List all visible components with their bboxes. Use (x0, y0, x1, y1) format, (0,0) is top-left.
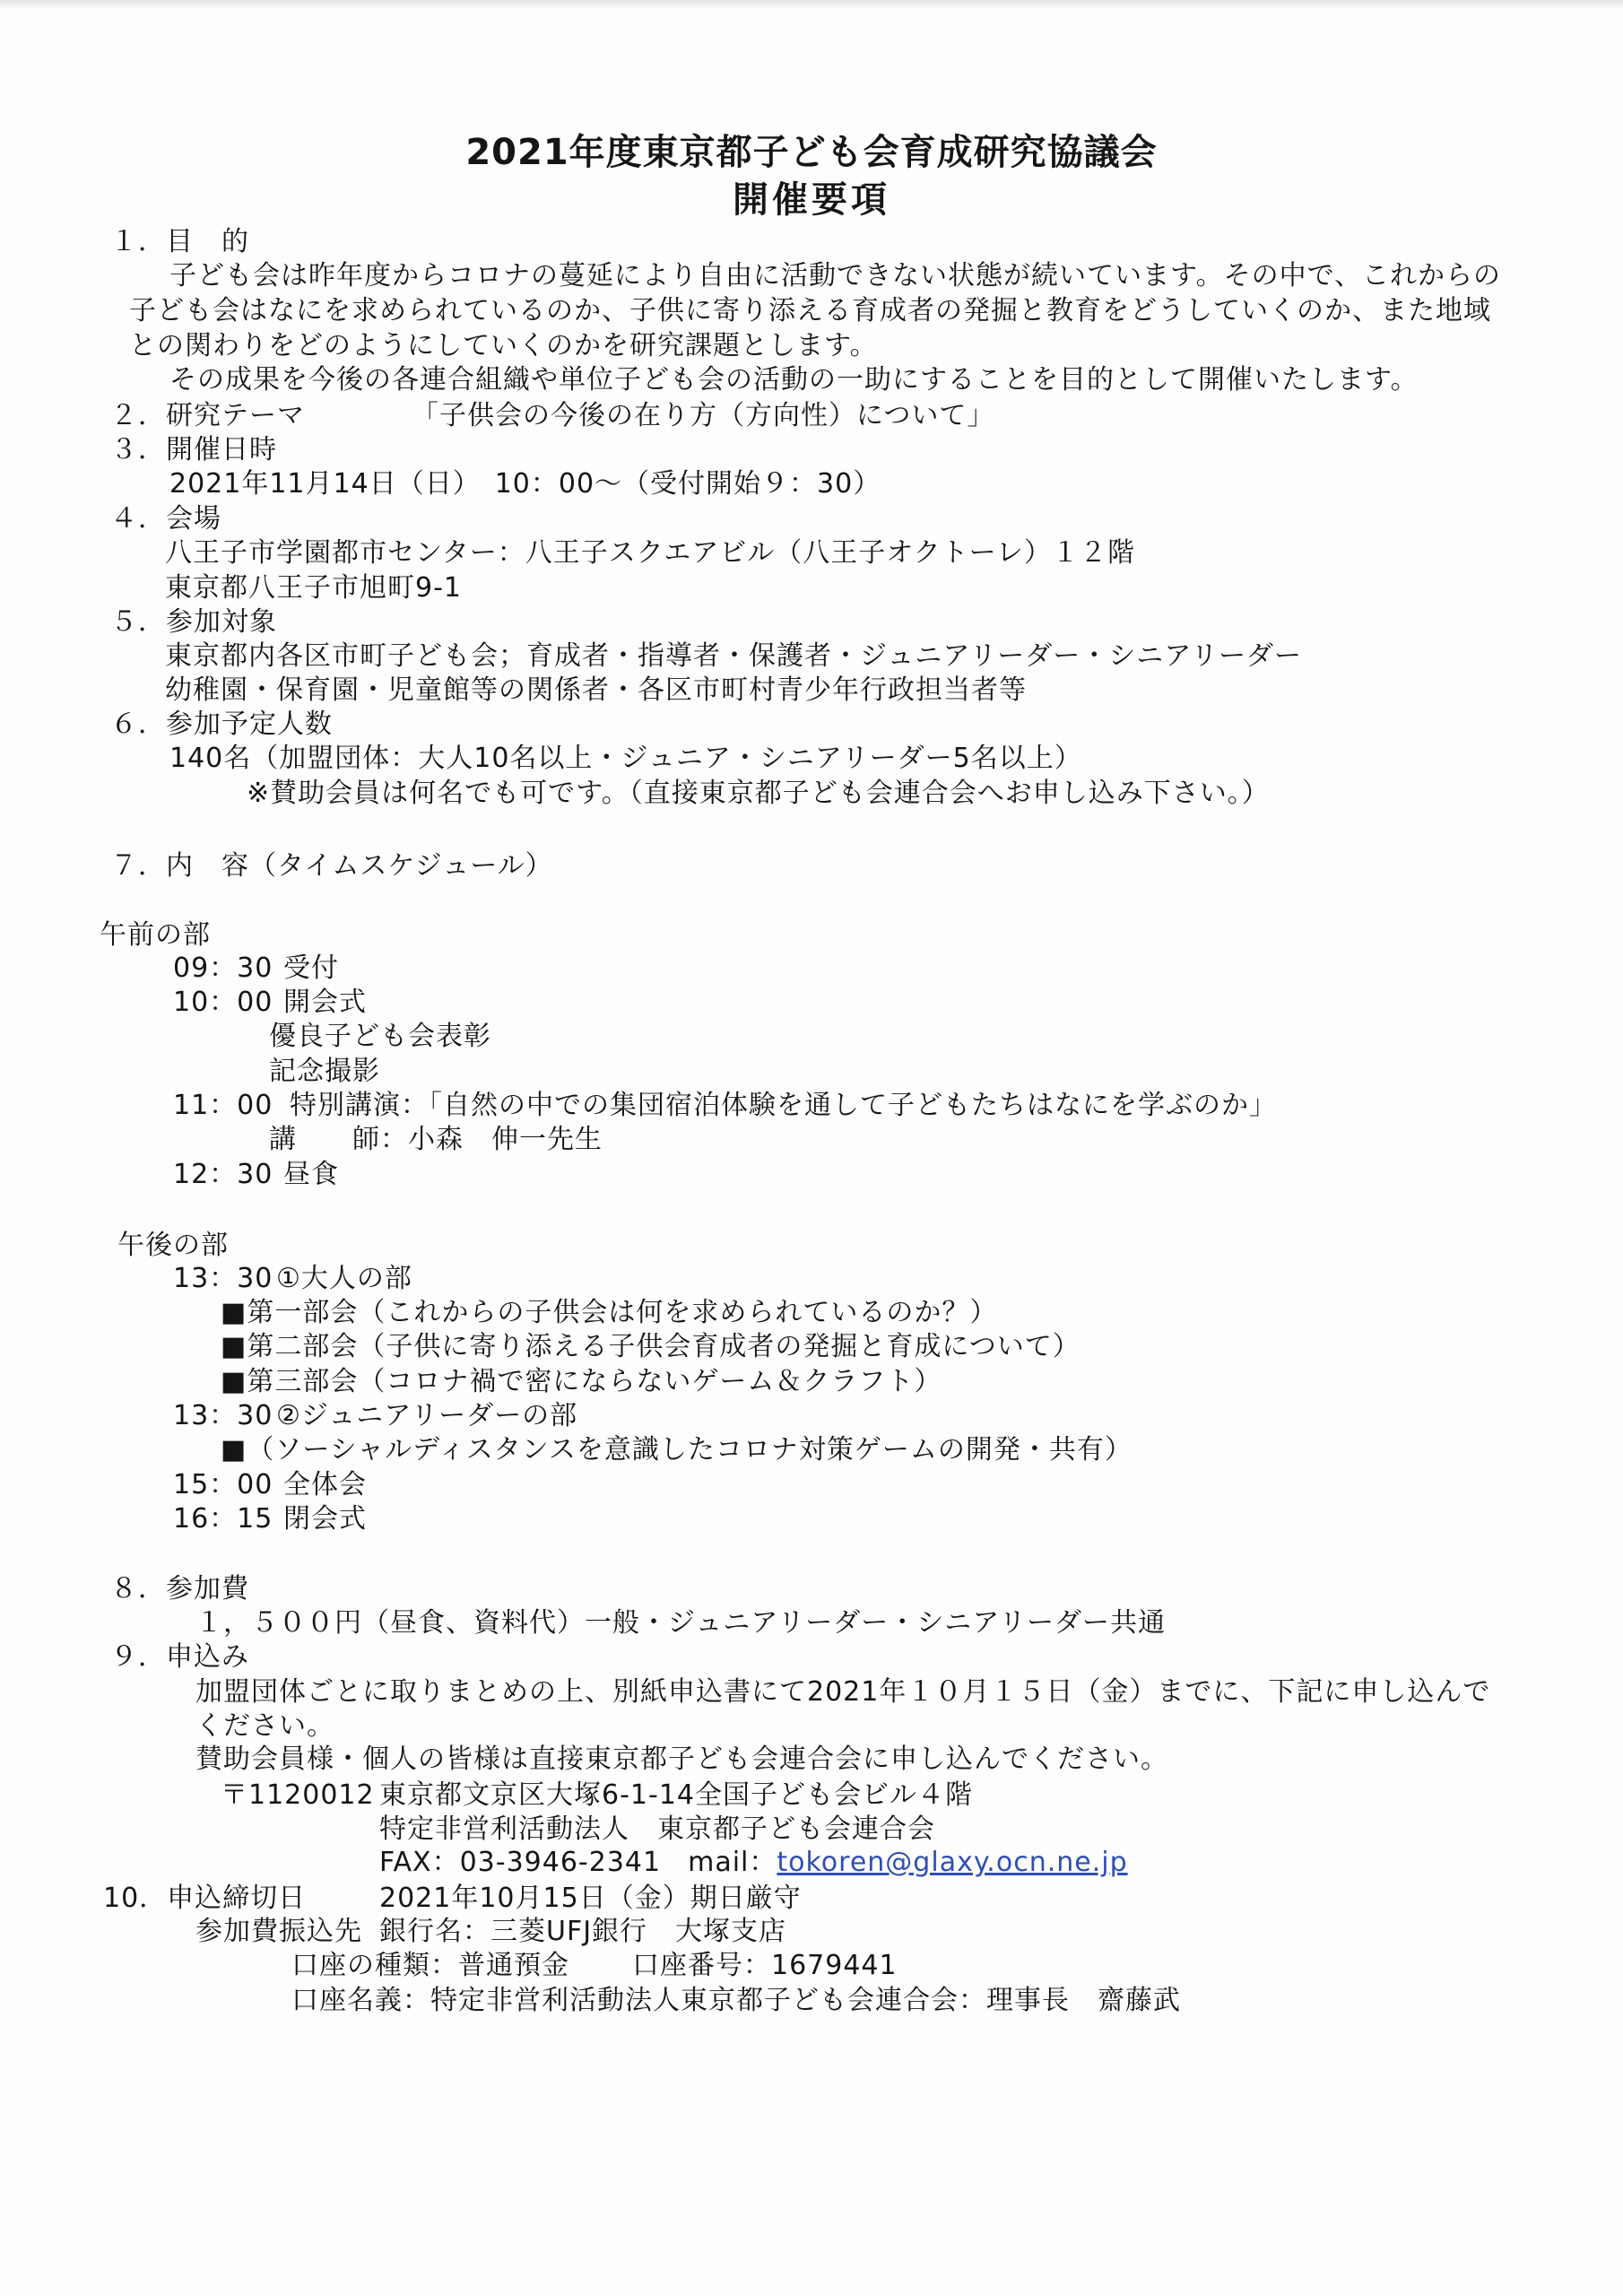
target-line-1: 東京都内各区市町子ども会；育成者・指導者・保護者・ジュニアリーダー・シニアリーダー (165, 640, 1302, 672)
application-heading: ９．申込み (110, 1641, 249, 1673)
content-heading: ７．内 容（タイムスケジュール） (110, 850, 553, 882)
afternoon-label: 午後の部 (117, 1230, 229, 1261)
target-line-2: 幼稚園・保育園・児童館等の関係者・各区市町村青少年行政担当者等 (165, 674, 1027, 706)
document-subtitle: 開催要項 (733, 179, 890, 221)
account-type: 口座の種類：普通預金 (291, 1950, 569, 1981)
attendance-count: 140名（加盟団体：大人10名以上・ジュニア・シニアリーダー5名以上） (169, 743, 1082, 774)
venue-heading: ４．会場 (110, 503, 221, 535)
address: 東京都文京区大塚6-1-14全国子ども会ビル４階 (379, 1779, 973, 1811)
purpose-line-1: 子ども会は昨年度からコロナの蔓延により自由に活動できない状態が続いています。その中で、これからの (169, 260, 1501, 291)
application-line-1: 加盟団体ごとに取りまとめの上、別紙申込書にて2021年１０月１５日（金）までに、下記に申し込んで (195, 1676, 1491, 1708)
bank-name: 銀行名：三菱UFJ銀行 大塚支店 (379, 1916, 787, 1947)
schedule-time: 12：30 (173, 1159, 273, 1190)
schedule-row (173, 1158, 1569, 1192)
schedule-time: 09：30 (173, 952, 273, 984)
session-item: ■第一部会（これからの子供会は何を求められているのか？） (221, 1297, 998, 1328)
mail-label: mail： (688, 1847, 777, 1878)
address-row (221, 1779, 1569, 1813)
schedule-text: 特別講演：「自然の中での集団宿泊体験を通して子どもたちはなにを学ぶのか」 (290, 1090, 1277, 1121)
morning-label: 午前の部 (100, 919, 211, 951)
fee-value: １，５００円（昼食、資料代）一般・ジュニアリーダー・シニアリーダー共通 (195, 1607, 1166, 1639)
schedule-sub-item: 優良子ども会表彰 (269, 1021, 491, 1052)
schedule-row (173, 1399, 1569, 1433)
fax-number: FAX：03-3946-2341 (379, 1847, 662, 1878)
purpose-line-2: 子ども会はなにを求められているのか、子供に寄り添える育成者の発掘と教育をどうしていくのか、また地域 (129, 295, 1491, 326)
schedule-time: 16：15 (173, 1503, 273, 1535)
schedule-row (173, 952, 1569, 986)
mail-link[interactable]: tokoren@glaxy.ocn.ne.jp (777, 1847, 1128, 1878)
schedule-text: 受付 (283, 952, 339, 984)
schedule-text: 昼食 (283, 1159, 339, 1190)
schedule-time: 13：30 (173, 1263, 273, 1294)
account-holder: 口座名義：特定非営利活動法人東京都子ども会連合会：理事長 齋藤武 (291, 1985, 1181, 2016)
venue-line-2: 東京都八王子市旭町9-1 (165, 572, 462, 604)
lecturer-line: 講 師：小森 伸一先生 (269, 1124, 603, 1155)
schedule-text: ②ジュニアリーダーの部 (276, 1400, 578, 1431)
theme-value: 「子供会の今後の在り方（方向性）について」 (412, 400, 995, 431)
bank-label: 参加費振込先 (195, 1916, 362, 1947)
attendance-note: ※賛助会員は何名でも可です。（直接東京都子ども会連合会へお申し込み下さい。） (247, 778, 1270, 809)
deadline-heading: 10．申込締切日 (103, 1883, 307, 1914)
deadline-value: 2021年10月15日（金）期日厳守 (379, 1883, 802, 1914)
schedule-text: 閉会式 (283, 1503, 367, 1535)
schedule-time: 13：30 (173, 1400, 273, 1431)
schedule-row (173, 986, 1569, 1020)
schedule-sub-item: 記念撮影 (269, 1056, 380, 1087)
schedule-row (173, 1502, 1569, 1536)
scan-edge-shadow (0, 0, 1623, 9)
session-item: ■第二部会（子供に寄り添える子供会育成者の発掘と育成について） (221, 1331, 1081, 1362)
theme-row (110, 399, 1569, 433)
schedule-row (173, 1262, 1569, 1296)
postcode: 〒1120012 (221, 1779, 375, 1811)
application-line-3: 賛助会員様・個人の皆様は直接東京都子ども会連合会に申し込んでください。 (195, 1744, 1168, 1775)
schedule-text: 全体会 (283, 1469, 367, 1500)
application-line-2: ください。 (195, 1710, 334, 1742)
attendance-heading: ６．参加予定人数 (110, 709, 333, 740)
venue-line-1: 八王子市学園都市センター：八王子スクエアビル（八王子オクトーレ）１２階 (165, 537, 1135, 569)
schedule-text: ①大人の部 (276, 1263, 412, 1294)
date-value: 2021年11月14日（日） 10：00～（受付開始９：30） (169, 468, 881, 500)
document-title: 2021年度東京都子ども会育成研究協議会 (465, 132, 1158, 173)
schedule-time: 15：00 (173, 1469, 273, 1500)
account-number: 口座番号：1679441 (632, 1950, 898, 1981)
schedule-row (173, 1089, 1569, 1123)
session-item: ■第三部会（コロナ禍で密にならないゲーム＆クラフト） (221, 1366, 942, 1397)
contact-row (379, 1846, 1569, 1880)
purpose-line-3: との関わりをどのようにしていくのかを研究課題とします。 (129, 330, 878, 361)
deadline-row (103, 1882, 1569, 1916)
schedule-time: 10：00 (173, 987, 273, 1018)
schedule-row (173, 1468, 1569, 1502)
organization-name: 特定非営利活動法人 東京都子ども会連合会 (379, 1813, 935, 1845)
fee-heading: ８．参加費 (110, 1573, 249, 1605)
date-heading: ３．開催日時 (110, 434, 277, 465)
account-row (291, 1949, 1569, 1983)
schedule-text: 開会式 (283, 987, 367, 1018)
theme-heading: ２．研究テーマ (110, 400, 305, 431)
purpose-heading: １．目 的 (110, 226, 249, 257)
purpose-line-4: その成果を今後の各連合組織や単位子ども会の活動の一助にすることを目的として開催いたします。 (169, 364, 1419, 396)
target-heading: ５．参加対象 (110, 606, 277, 638)
schedule-time: 11：00 (173, 1090, 273, 1121)
session-item: ■（ソーシャルディスタンスを意識したコロナ対策ゲームの開発・共有） (221, 1434, 1133, 1465)
bank-row (195, 1915, 1569, 1949)
